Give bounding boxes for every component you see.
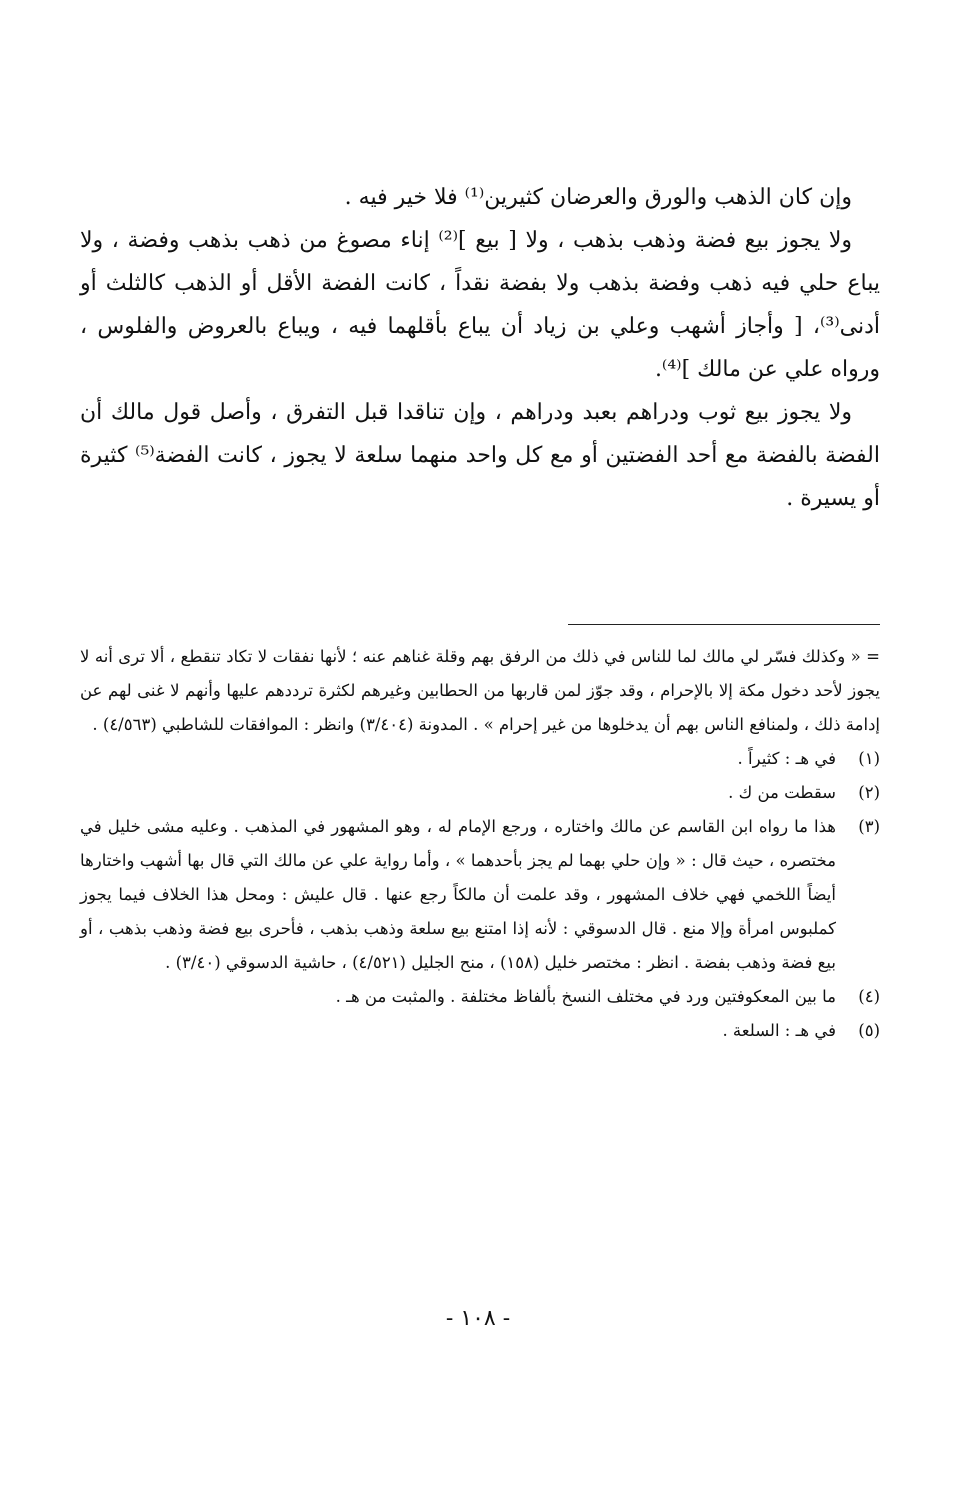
main-paragraph-2: ولا يجوز بيع فضة وذهب بذهب ، ولا [ بيع ]⁽²⁾ إناء مصوغ من ذهب بذهب وفضة ، ولا يباع حلي فيه ذهب وفضة بذهب ولا بفضة نقداً ، كانت الفضة الأقل أو الذهب كالثلث أو أدنى⁽³⁾، [ وأجاز أشهب وعلي بن زياد أن يباع بأقلهما فيه ، ويباع بالعروض والفلوس ، ورواه علي عن مالك ]⁽⁴⁾. xyxy=(80,228,880,382)
footnote-continuation: = « وكذلك فسّر لي مالك لما للناس في ذلك من الرفق بهم وقلة غناهم عنه ؛ لأنها نفقات لا تكاد تنقطع ، ألا ترى أنه لا يجوز لأحد دخول مكة إلا بالإحرام ، وقد جوّز لمن قاربها من الحطابين وغيرهم لكثرة ترددهم عليها وأنهم لا غنى لهم عن إدامة ذلك ، ولمنافع الناس بهم أن يدخلوها من غير إحرام » . المدونة (٣/٤٠٤) وانظر : الموافقات للشاطبي (٤/٥٦٣) . xyxy=(80,647,880,734)
footnote-text: في هـ : السلعة . xyxy=(722,1021,836,1040)
footnote-1 xyxy=(80,742,880,776)
footnote-text: ما بين المعكوفتين ورد في مختلف النسخ بألفاظ مختلفة . والمثبت من هـ . xyxy=(335,987,836,1006)
footnote-3 xyxy=(80,810,880,980)
footnote-number: (٤) xyxy=(858,987,880,1006)
main-paragraph-1: وإن كان الذهب والورق والعرضان كثيرين⁽¹⁾ فلا خير فيه . xyxy=(344,185,852,210)
footnote-4 xyxy=(80,980,880,1014)
footnote-text: في هـ : كثيراً . xyxy=(737,749,836,768)
footnote-text: هذا ما رواه ابن القاسم عن مالك واختاره ، ورجع الإمام له ، وهو المشهور في المذهب . وعليه مشى خليل في مختصره ، حيث قال : « وإن حلي بهما لم يجز بأحدهما » ، وأما رواية علي عن مالك التي قال بها أشهب واختارها أيضاً اللخمي فهي خلاف المشهور ، وقد علمت أن مالكاً رجع عنها . قال عليش : ومحل هذا الخلاف فيما يجوز كملبوس امرأة وإلا منع . قال الدسوقي : لأنه إذا امتنع بيع سلعة وذهب بذهب ، فأحرى بيع فضة وذهب بذهب ، أو بيع فضة وذهب بفضة . انظر : مختصر خليل (١٥٨) ، منح الجليل (٤/٥٢١) ، حاشية الدسوقي (٣/٤٠) . xyxy=(80,817,836,972)
footnote-separator xyxy=(568,624,880,625)
footnote-number: (٢) xyxy=(858,783,880,802)
footnotes xyxy=(80,640,880,1048)
footnote-text: سقطت من ك . xyxy=(728,783,836,802)
footnote-5 xyxy=(80,1014,880,1048)
footnote-number: (٥) xyxy=(858,1021,880,1040)
main-text xyxy=(80,176,880,520)
footnote-number: (٣) xyxy=(858,817,880,836)
page-number: - ١٠٨ - xyxy=(445,1306,511,1331)
footnote-number: (١) xyxy=(858,749,880,768)
main-paragraph-3: ولا يجوز بيع ثوب ودراهم بعبد ودراهم ، وإن تناقدا قبل التفرق ، وأصل قول مالك أن الفضة بالفضة مع أحد الفضتين أو مع كل واحد منهما سلعة لا يجوز ، كانت الفضة⁽⁵⁾ كثيرة أو يسيرة . xyxy=(80,400,880,511)
footnote-2 xyxy=(80,776,880,810)
